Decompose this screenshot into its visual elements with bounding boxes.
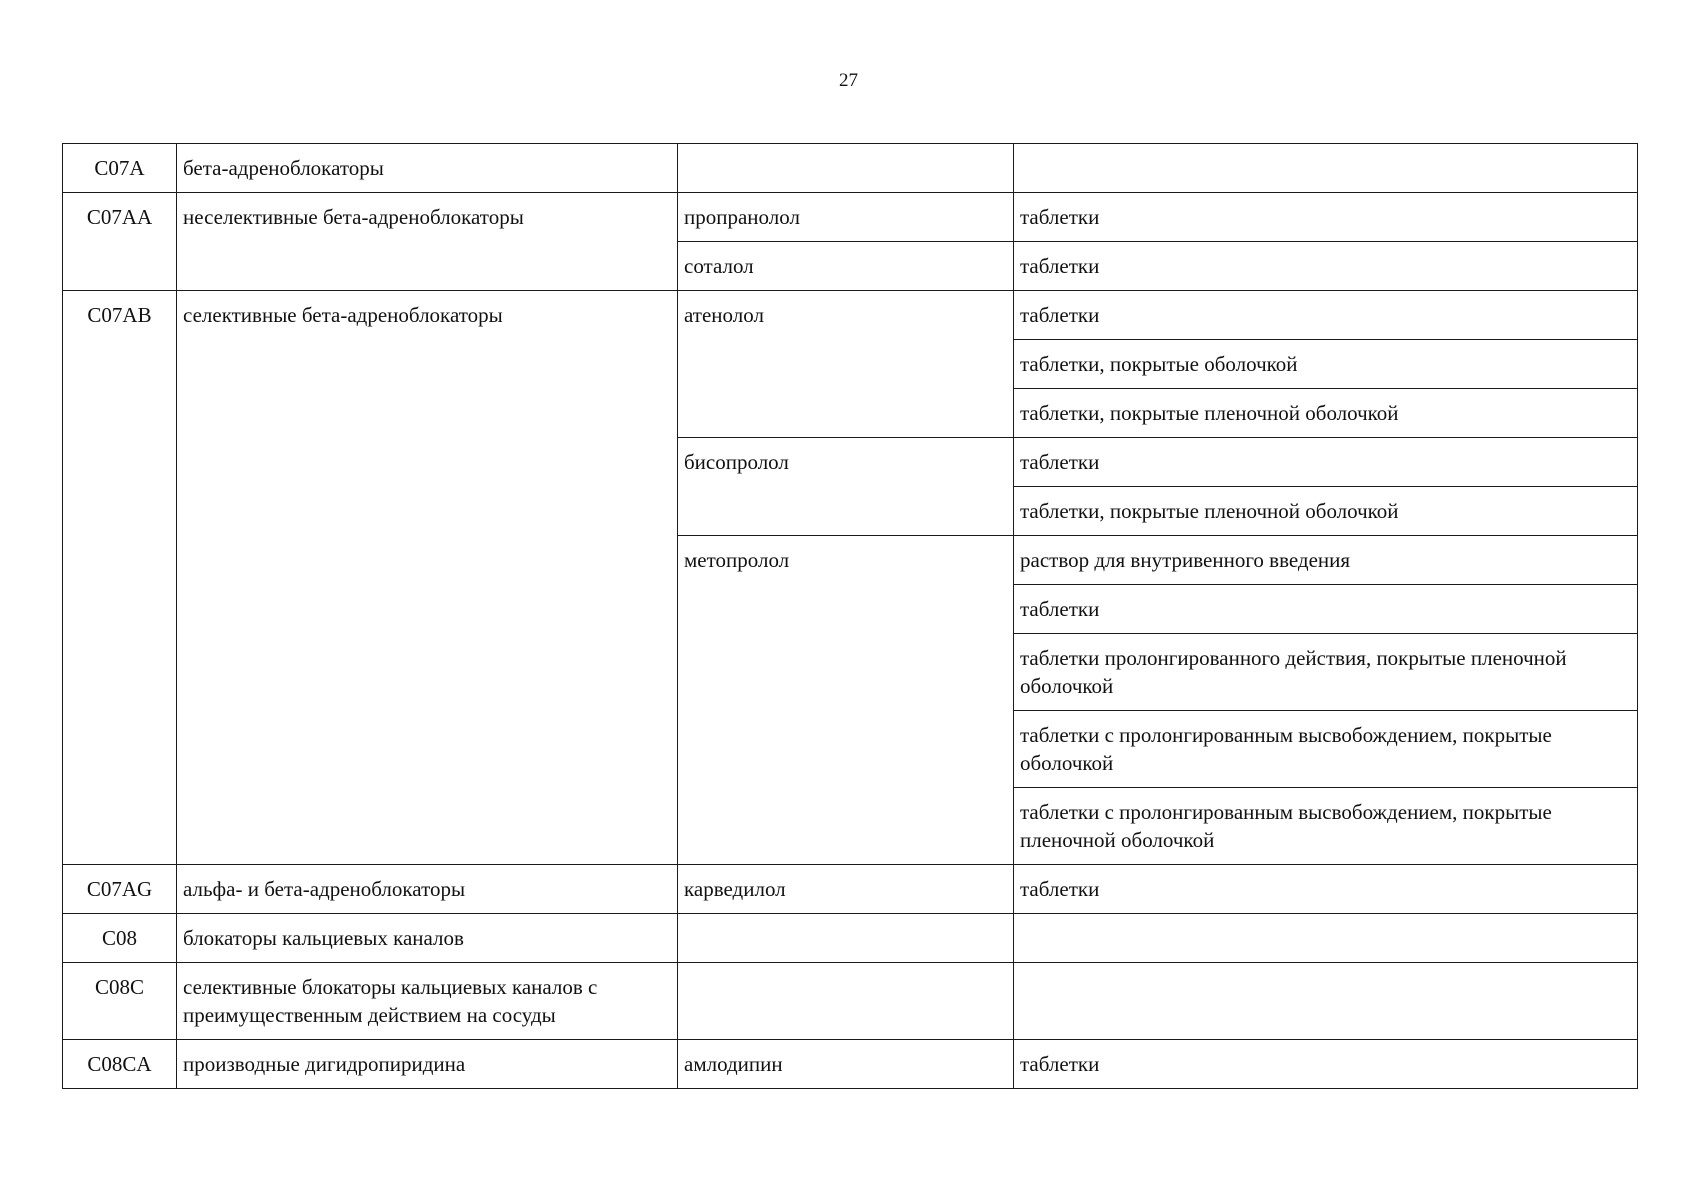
table-row [63, 144, 1638, 193]
drug-name-cell: метопролол [678, 536, 1014, 865]
dosage-form-cell: таблетки [1014, 585, 1638, 634]
group-name-cell: альфа- и бета-адреноблокаторы [177, 865, 678, 914]
drug-name-cell: бисопролол [678, 438, 1014, 536]
drug-name-cell [678, 963, 1014, 1040]
dosage-form-cell [1014, 963, 1638, 1040]
atc-code-cell: C07AA [63, 193, 177, 291]
dosage-form-cell: таблетки, покрытые оболочкой [1014, 340, 1638, 389]
table-row [63, 914, 1638, 963]
dosage-form-cell: таблетки с пролонгированным высвобождением, покрытые пленочной оболочкой [1014, 788, 1638, 865]
table-row [63, 193, 1638, 242]
group-name-cell: неселективные бета-адреноблокаторы [177, 193, 678, 291]
dosage-form-cell [1014, 144, 1638, 193]
atc-drug-table [62, 143, 1638, 1089]
dosage-form-cell: раствор для внутривенного введения [1014, 536, 1638, 585]
atc-code-cell: C07AB [63, 291, 177, 865]
group-name-cell: производные дигидропиридина [177, 1040, 678, 1089]
group-name-cell: селективные бета-адреноблокаторы [177, 291, 678, 865]
dosage-form-cell: таблетки [1014, 242, 1638, 291]
drug-name-cell [678, 914, 1014, 963]
table-row [63, 1040, 1638, 1089]
group-name-cell: селективные блокаторы кальциевых каналов с преимущественным действием на сосуды [177, 963, 678, 1040]
atc-code-cell: C08CA [63, 1040, 177, 1089]
drug-name-cell: карведилол [678, 865, 1014, 914]
table-row [63, 963, 1638, 1040]
dosage-form-cell: таблетки с пролонгированным высвобождением, покрытые оболочкой [1014, 711, 1638, 788]
group-name-cell: бета-адреноблокаторы [177, 144, 678, 193]
atc-code-cell: C07A [63, 144, 177, 193]
dosage-form-cell: таблетки [1014, 865, 1638, 914]
table-row [63, 291, 1638, 340]
group-name-cell: блокаторы кальциевых каналов [177, 914, 678, 963]
drug-name-cell: атенолол [678, 291, 1014, 438]
dosage-form-cell: таблетки [1014, 193, 1638, 242]
atc-code-cell: C08C [63, 963, 177, 1040]
page-number: 27 [839, 70, 858, 91]
dosage-form-cell: таблетки [1014, 438, 1638, 487]
dosage-form-cell: таблетки, покрытые пленочной оболочкой [1014, 487, 1638, 536]
drug-name-cell: пропранолол [678, 193, 1014, 242]
dosage-form-cell [1014, 914, 1638, 963]
dosage-form-cell: таблетки [1014, 1040, 1638, 1089]
drug-name-cell: соталол [678, 242, 1014, 291]
drug-name-cell [678, 144, 1014, 193]
dosage-form-cell: таблетки [1014, 291, 1638, 340]
table-row [63, 865, 1638, 914]
drug-name-cell: амлодипин [678, 1040, 1014, 1089]
atc-code-cell: C08 [63, 914, 177, 963]
dosage-form-cell: таблетки, покрытые пленочной оболочкой [1014, 389, 1638, 438]
dosage-form-cell: таблетки пролонгированного действия, покрытые пленочной оболочкой [1014, 634, 1638, 711]
atc-code-cell: C07AG [63, 865, 177, 914]
